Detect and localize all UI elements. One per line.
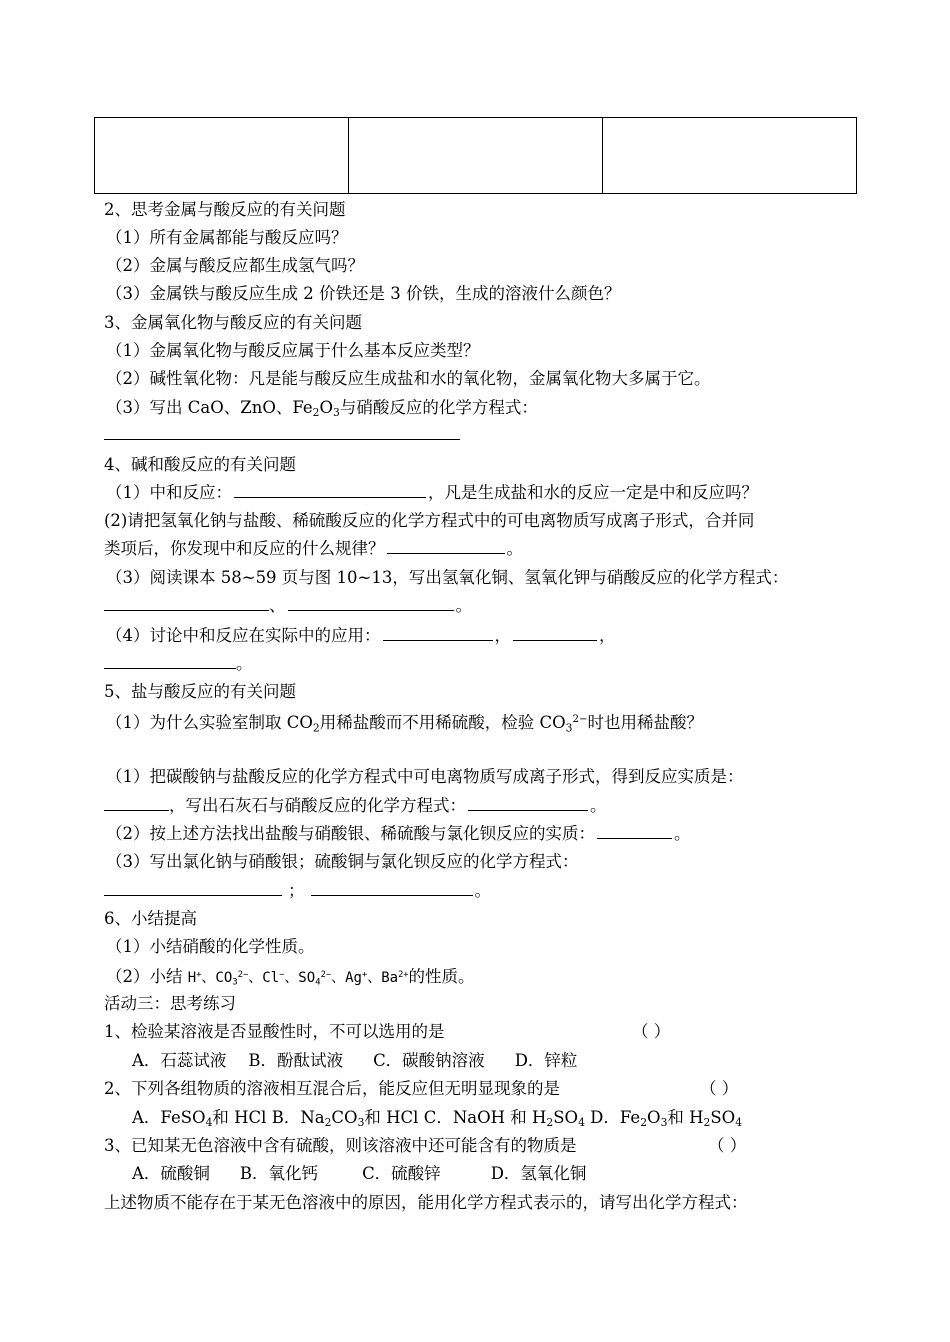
text: （2）按上述方法找出盐酸与硝酸银、稀硫酸与氯化钡反应的实质： [106,824,595,843]
exercise-3-options [132,1164,586,1184]
text: 和 HCl [212,1108,267,1127]
text: ， [599,626,616,645]
question-text: （3）写出氯化钠与硝酸银；硫酸铜与氯化钡反应的化学方程式： [106,852,579,871]
answer-blank[interactable] [234,483,426,498]
text: SO [553,1108,579,1127]
subscript: 2 [312,406,320,420]
text: （2）小结 [106,967,188,987]
answer-paren[interactable]: （ ） [700,1079,739,1098]
answer-line [104,596,472,616]
answer-blank[interactable] [288,596,454,611]
question-text: （1）所有金属都能与酸反应吗？ [106,228,348,247]
question-text: （2）碱性氧化物：凡是能与酸反应生成盐和水的氧化物，金属氧化物大多属于它。 [106,369,711,388]
section-3-heading: 3、金属氧化物与酸反应的有关问题 [104,313,362,332]
text: ，凡是生成盐和水的反应一定是中和反应吗？ [428,483,758,502]
text: （3）写出 CaO、ZnO、Fe [106,398,313,417]
superscript: 2− [237,970,249,980]
text: 和 H [667,1108,704,1127]
text: 的性质。 [408,967,475,987]
answer-table [94,117,857,194]
option-c[interactable]: C．硫酸锌 [362,1164,441,1183]
question-text: （3）阅读课本 58~59 页与图 10~13，写出氢氧化铜、氢氧化钾与硝酸反应的化学方程式： [106,568,789,587]
table-cell[interactable] [95,118,349,194]
text: ； [288,881,305,900]
ion: 、Cl [248,970,280,987]
option-b[interactable] [271,1108,419,1130]
option-b[interactable]: B．酚酞试液 [248,1051,344,1070]
section-6-heading: 6、小结提高 [104,909,197,928]
text: 时也用稀盐酸？ [587,713,704,733]
answer-blank[interactable] [311,881,473,896]
superscript: − [279,970,285,980]
question-text: （3）金属铁与酸反应生成 2 价铁还是 3 价铁，生成的溶液什么颜色？ [106,284,621,303]
text: O [647,1108,661,1127]
subscript: 2 [312,721,320,735]
option-d[interactable]: D．氢氧化铜 [490,1164,587,1183]
subscript: 2 [546,1116,554,1130]
exercise-2-options [132,1108,742,1133]
text: 类项后，你发现中和反应的什么规律？ [104,539,385,558]
section-5-heading: 5、盐与酸反应的有关问题 [104,682,296,701]
answer-blank[interactable] [387,539,505,554]
option-c[interactable] [423,1108,585,1130]
text: ，写出石灰石与硝酸反应的化学方程式： [169,796,466,815]
question-text: （1）金属氧化物与酸反应属于什么基本反应类型？ [106,341,480,360]
question-text: （1）把碳酸钠与盐酸反应的化学方程式中可电离物质写成离子形式，得到反应实质是： [106,767,744,786]
answer-blank[interactable] [383,626,493,641]
answer-blank[interactable] [104,654,236,669]
subscript: 3 [333,406,340,420]
text: 。 [590,796,607,815]
answer-paren[interactable]: （ ） [632,1022,671,1041]
text: （1）中和反应： [106,483,232,502]
subscript: 3 [357,1116,365,1130]
subscript: 4 [735,1116,743,1130]
question-text: （1）小结硝酸的化学性质。 [106,937,315,956]
text: 。 [506,539,523,558]
exercise-1-options [132,1051,577,1071]
text: CO [331,1108,358,1127]
text: 。 [236,654,253,673]
exercise-1-stem: 1、检验某溶液是否显酸性时，不可以选用的是 [104,1022,445,1041]
question-text [106,965,475,993]
question-text [106,710,703,738]
table-cell[interactable] [349,118,603,194]
section-4-heading: 4、碱和酸反应的有关问题 [104,455,296,474]
closing-instruction: 上述物质不能存在于某无色溶液中的原因，能用化学方程式表示的，请写出化学方程式： [104,1193,748,1212]
option-a[interactable]: A．硫酸铜 [132,1164,210,1183]
option-d[interactable]: D．锌粒 [514,1051,578,1070]
answer-line[interactable] [104,425,460,445]
text: （4）讨论中和反应在实际中的应用： [106,626,381,645]
question-text: (2)请把氢氧化钠与盐酸、稀硫酸反应的化学方程式中的可电离物质写成离子形式，合并同 [104,511,755,530]
subscript: 4 [205,1116,213,1130]
exercise-2-stem: 2、下列各组物质的溶液相互混合后，能反应但无明显现象的是 [104,1079,560,1098]
text: 用稀盐酸而不用稀硫酸，检验 CO [319,713,566,733]
option-a[interactable]: A．石蕊试液 [132,1051,227,1070]
subscript: 2 [324,1116,332,1130]
superscript: + [196,970,202,980]
answer-blank[interactable] [597,824,672,839]
question-text [106,398,538,423]
text: O [319,398,334,417]
text: （1）为什么实验室制取 CO [106,713,313,733]
answer-blank[interactable] [104,796,169,811]
exercise-3-stem: 3、已知某无色溶液中含有硫酸，则该溶液中还可能含有的物质是 [104,1136,577,1155]
superscript: + [361,970,368,980]
superscript: 2− [572,714,588,725]
answer-blank[interactable] [104,596,269,611]
text: 、 [269,596,286,615]
question-text [104,539,523,559]
activity-3-heading: 活动三：思考练习 [104,994,236,1013]
table-cell[interactable] [603,118,857,194]
option-b[interactable]: B．氧化钙 [239,1164,319,1183]
answer-blank[interactable] [468,796,588,811]
question-text [106,483,758,503]
subscript: 3 [565,721,573,735]
ion: H [187,970,197,987]
option-d[interactable] [590,1108,743,1130]
question-text: （2）金属与酸反应都生成氢气吗？ [106,256,364,275]
answer-line [104,654,253,674]
subscript: 3 [232,977,238,988]
section-2-heading: 2、思考金属与酸反应的有关问题 [104,200,346,219]
text: A．FeSO [132,1108,206,1127]
question-text [106,626,616,646]
text: ， [494,626,511,645]
question-text [106,824,691,844]
ion: 、Ba [367,970,399,987]
text: B．Na [271,1108,325,1127]
option-c[interactable]: C．碳酸钠溶液 [373,1051,485,1070]
subscript: 4 [315,977,321,988]
text: 与硝酸反应的化学方程式： [339,398,538,417]
answer-blank[interactable] [104,881,282,896]
text: 。 [455,596,472,615]
ion: 、Ag [331,970,362,987]
question-text [104,796,607,816]
subscript: 3 [660,1116,668,1130]
ion: 、SO [284,970,316,987]
answer-paren[interactable]: （ ） [708,1136,747,1155]
text: D．Fe [590,1108,641,1127]
text: C．NaOH 和 H [423,1108,547,1127]
option-a[interactable] [132,1108,267,1130]
ion: 、CO [201,970,233,987]
answer-line [104,881,491,901]
subscript: 2 [703,1116,711,1130]
subscript: 2 [640,1116,648,1130]
subscript: 4 [578,1116,585,1130]
text: 。 [674,824,691,843]
superscript: 2− [320,970,332,980]
text: 。 [474,881,491,900]
superscript: 2+ [398,970,409,980]
answer-blank[interactable] [513,626,597,641]
text: 和 HCl [364,1108,419,1127]
text: SO [710,1108,736,1127]
ion-list [188,970,409,986]
